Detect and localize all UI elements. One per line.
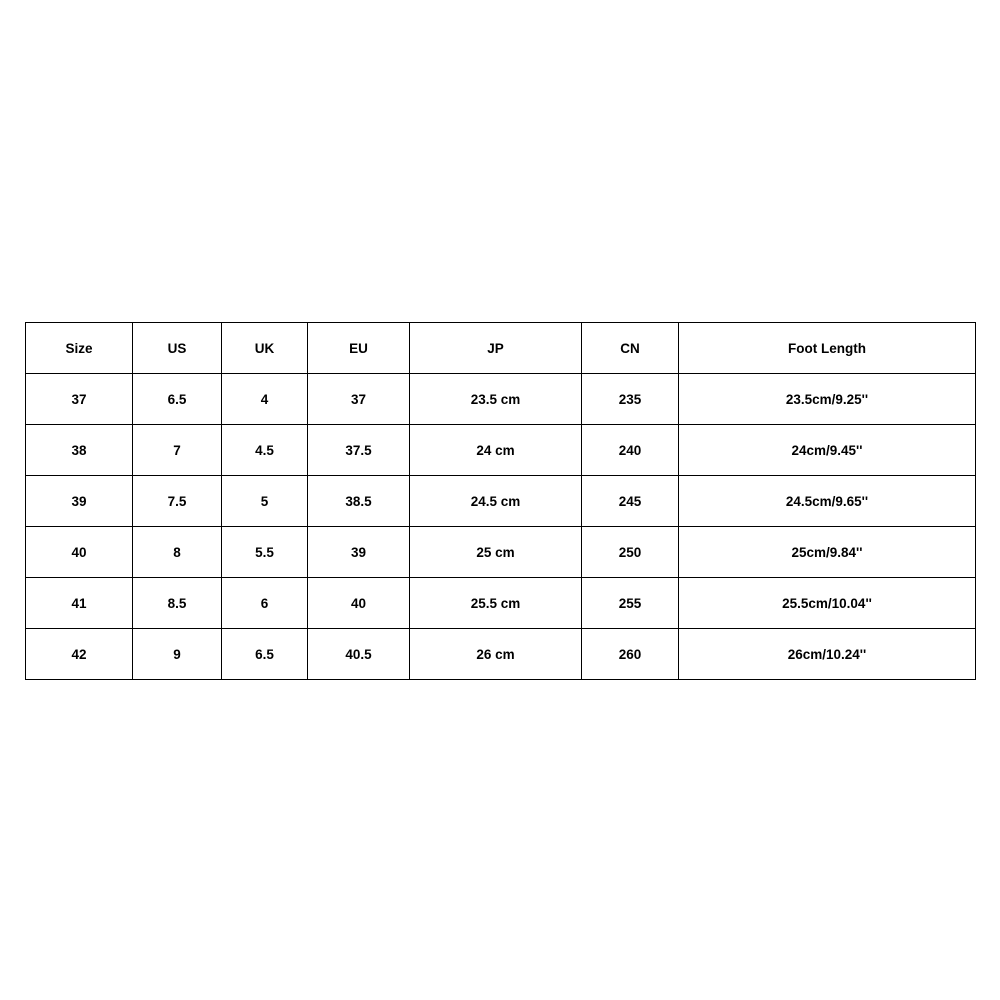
size-chart-container <box>25 322 975 680</box>
cell-uk: 6 <box>222 578 308 629</box>
cell-size: 39 <box>26 476 133 527</box>
cell-eu: 39 <box>308 527 410 578</box>
cell-foot-length: 24.5cm/9.65'' <box>679 476 976 527</box>
cell-cn: 245 <box>582 476 679 527</box>
cell-uk: 4.5 <box>222 425 308 476</box>
table-row <box>26 425 976 476</box>
table-header <box>26 323 976 374</box>
cell-uk: 4 <box>222 374 308 425</box>
cell-us: 8 <box>133 527 222 578</box>
cell-us: 8.5 <box>133 578 222 629</box>
cell-foot-length: 24cm/9.45'' <box>679 425 976 476</box>
cell-foot-length: 25.5cm/10.04'' <box>679 578 976 629</box>
column-header-jp: JP <box>410 323 582 374</box>
cell-eu: 40 <box>308 578 410 629</box>
column-header-us: US <box>133 323 222 374</box>
cell-cn: 250 <box>582 527 679 578</box>
column-header-cn: CN <box>582 323 679 374</box>
cell-cn: 235 <box>582 374 679 425</box>
cell-jp: 25.5 cm <box>410 578 582 629</box>
cell-foot-length: 23.5cm/9.25'' <box>679 374 976 425</box>
column-header-foot-length: Foot Length <box>679 323 976 374</box>
cell-size: 40 <box>26 527 133 578</box>
cell-eu: 37.5 <box>308 425 410 476</box>
cell-us: 7.5 <box>133 476 222 527</box>
cell-jp: 26 cm <box>410 629 582 680</box>
cell-us: 9 <box>133 629 222 680</box>
cell-cn: 260 <box>582 629 679 680</box>
cell-eu: 37 <box>308 374 410 425</box>
cell-cn: 240 <box>582 425 679 476</box>
cell-jp: 24.5 cm <box>410 476 582 527</box>
table-row <box>26 629 976 680</box>
cell-jp: 23.5 cm <box>410 374 582 425</box>
cell-us: 6.5 <box>133 374 222 425</box>
table-body <box>26 374 976 680</box>
column-header-eu: EU <box>308 323 410 374</box>
table-row <box>26 374 976 425</box>
cell-cn: 255 <box>582 578 679 629</box>
cell-uk: 5.5 <box>222 527 308 578</box>
cell-eu: 40.5 <box>308 629 410 680</box>
table-row <box>26 527 976 578</box>
cell-foot-length: 26cm/10.24'' <box>679 629 976 680</box>
cell-size: 42 <box>26 629 133 680</box>
cell-size: 38 <box>26 425 133 476</box>
cell-foot-length: 25cm/9.84'' <box>679 527 976 578</box>
cell-size: 37 <box>26 374 133 425</box>
table-header-row <box>26 323 976 374</box>
table-row <box>26 578 976 629</box>
table-row <box>26 476 976 527</box>
column-header-size: Size <box>26 323 133 374</box>
column-header-uk: UK <box>222 323 308 374</box>
cell-size: 41 <box>26 578 133 629</box>
cell-jp: 25 cm <box>410 527 582 578</box>
cell-uk: 5 <box>222 476 308 527</box>
size-conversion-table <box>25 322 976 680</box>
cell-jp: 24 cm <box>410 425 582 476</box>
cell-eu: 38.5 <box>308 476 410 527</box>
cell-us: 7 <box>133 425 222 476</box>
cell-uk: 6.5 <box>222 629 308 680</box>
